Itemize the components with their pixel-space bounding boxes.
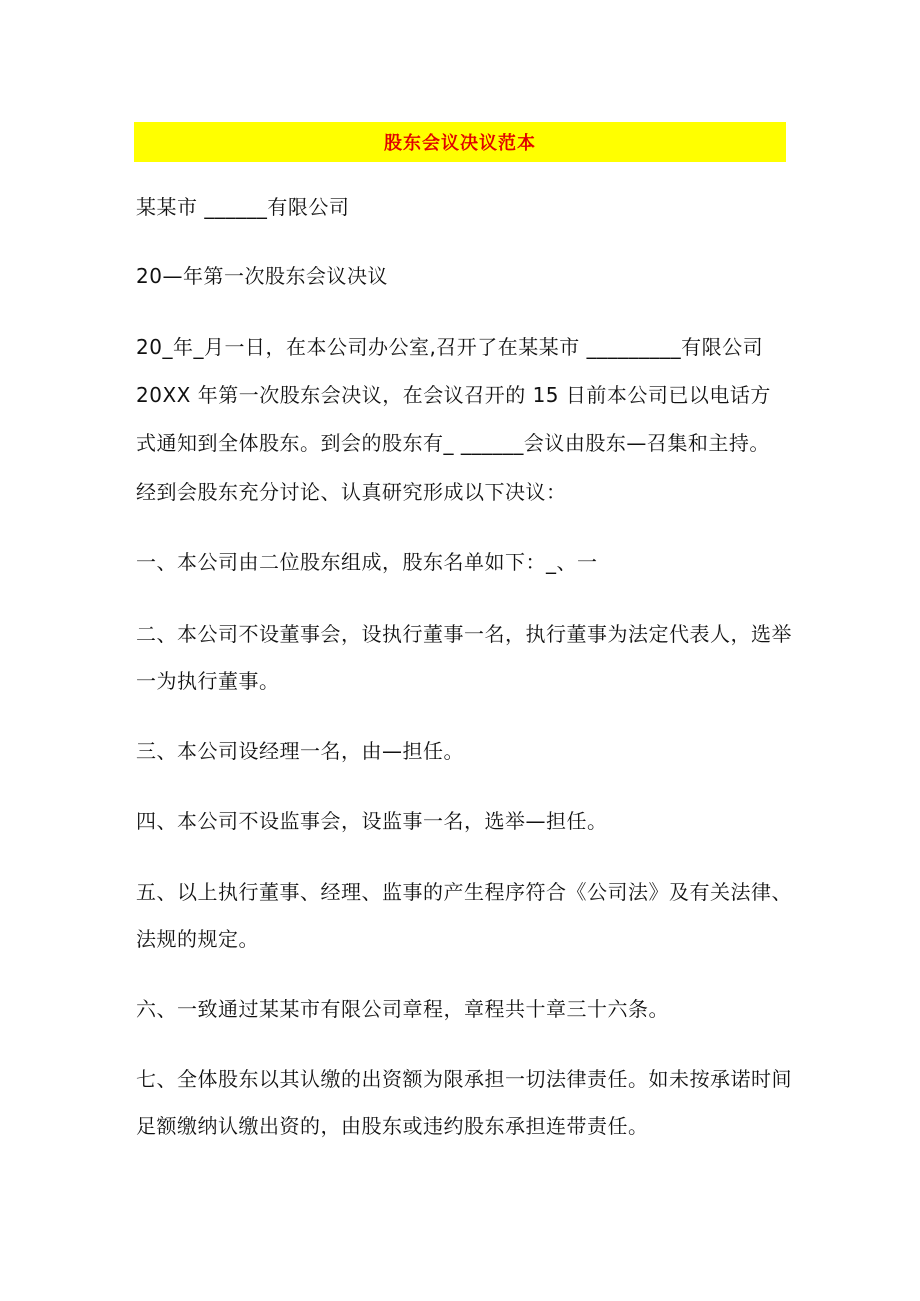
intro-paragraph-line-2: 20XX 年第一次股东会决议，在会议召开的 15 日前本公司已以电话方 (136, 383, 771, 407)
resolution-item-6: 六、一致通过某某市有限公司章程，章程共十章三十六条。 (136, 997, 669, 1021)
resolution-item-5-line-2: 法规的规定。 (136, 927, 259, 951)
intro-paragraph-line-4: 经到会股东充分讨论、认真研究形成以下决议： (136, 480, 567, 504)
title-highlight-bar (134, 122, 786, 162)
resolution-item-1: 一、本公司由二位股东组成，股东名单如下：_、一 (136, 550, 598, 574)
resolution-item-3: 三、本公司设经理一名，由—担任。 (136, 739, 464, 763)
resolution-item-2-line-2: 一为执行董事。 (136, 669, 280, 693)
company-name-line: 某某市 ______有限公司 (136, 195, 350, 219)
intro-paragraph-line-1: 20_年_月一日，在本公司办公室,召开了在某某市 _________有限公司 (136, 335, 764, 359)
resolution-item-7-line-1: 七、全体股东以其认缴的出资额为限承担一切法律责任。如未按承诺时间 (136, 1067, 792, 1091)
document-title: 股东会议决议范本 (384, 133, 536, 154)
resolution-item-4: 四、本公司不设监事会，设监事一名，选举—担任。 (136, 809, 608, 833)
resolution-item-7-line-2: 足额缴纳认缴出资的，由股东或违约股东承担连带责任。 (136, 1114, 649, 1138)
resolution-item-2-line-1: 二、本公司不设董事会，设执行董事一名，执行董事为法定代表人，选举 (136, 622, 792, 646)
resolution-heading: 20—年第一次股东会议决议 (136, 264, 388, 288)
intro-paragraph-line-3: 式通知到全体股东。到会的股东有_ ______会议由股东—召集和主持。 (136, 431, 770, 455)
resolution-item-5-line-1: 五、以上执行董事、经理、监事的产生程序符合《公司法》及有关法律、 (136, 880, 792, 904)
